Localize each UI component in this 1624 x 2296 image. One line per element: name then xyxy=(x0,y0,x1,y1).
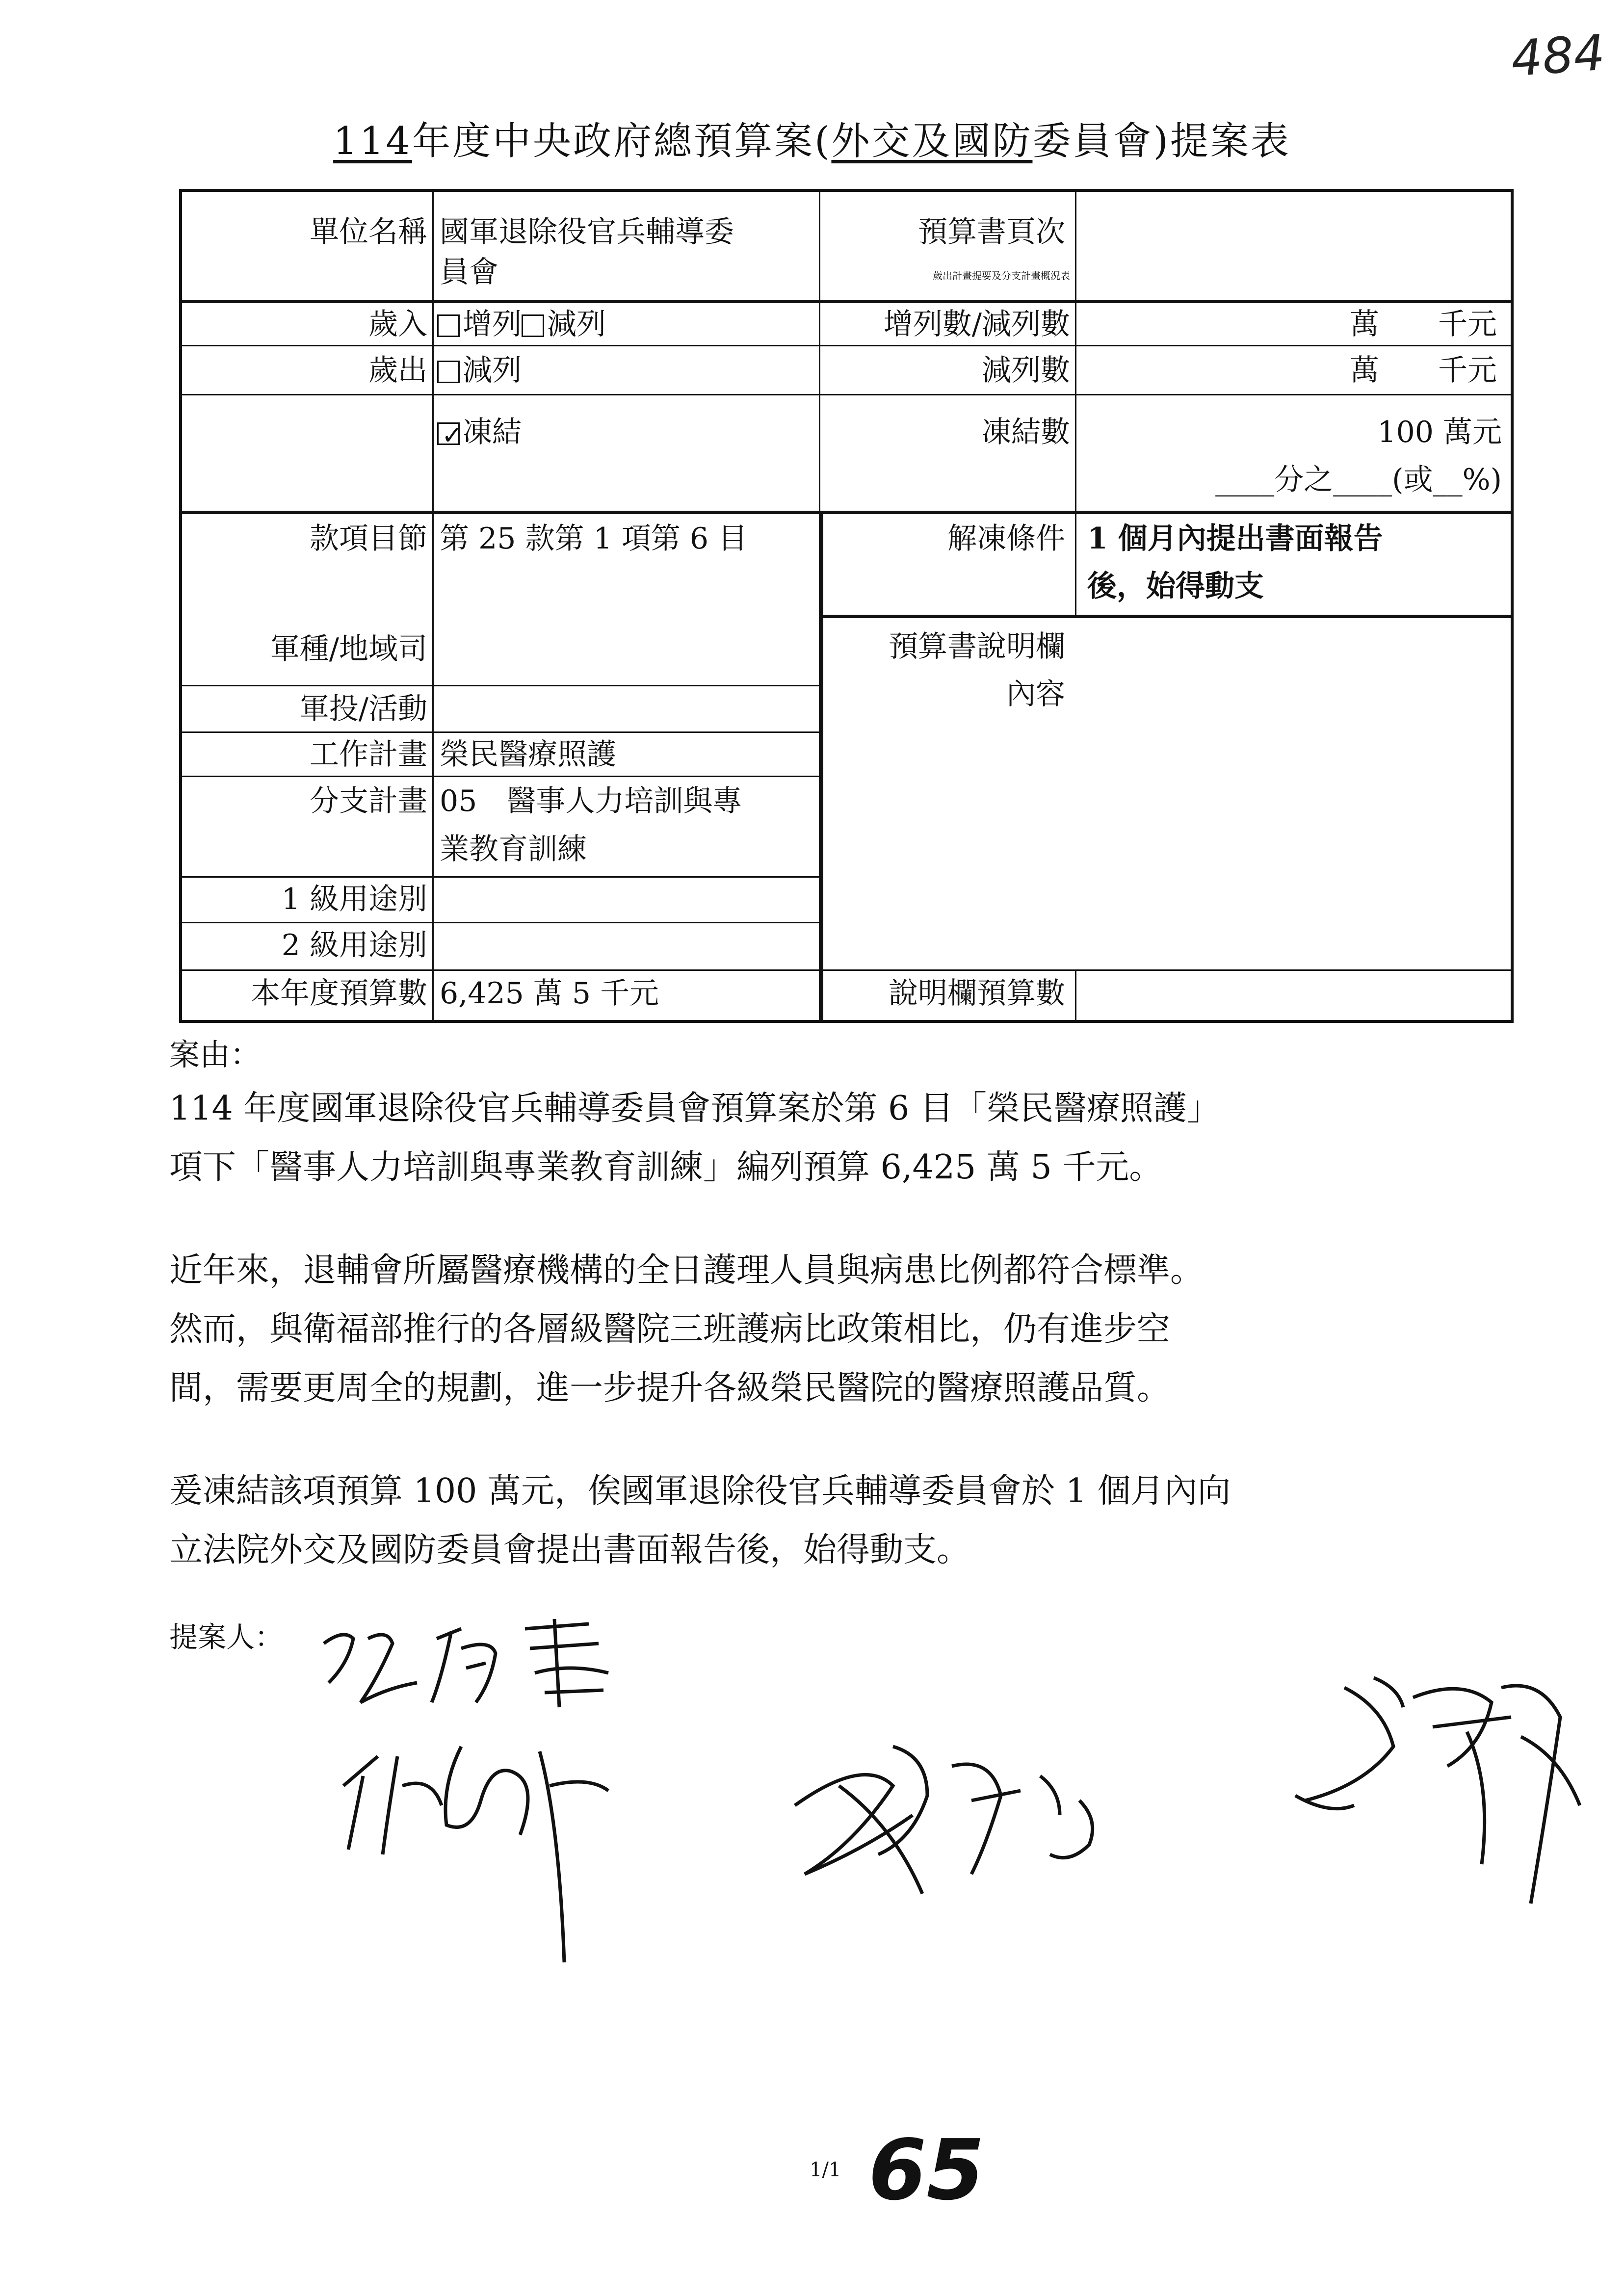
case-p2-line3: 間，需要更周全的規劃，進一步提升各級榮民醫院的醫療照護品質。 xyxy=(169,1369,1171,1408)
freeze-amount-label: 凍結數 xyxy=(982,415,1070,449)
form-title xyxy=(0,110,1624,165)
case-p2-line1: 近年來，退輔會所屬醫療機構的全日護理人員與病患比例都符合標準。 xyxy=(169,1251,1204,1290)
freeze-option-label: 凍結 xyxy=(463,415,522,449)
expense-decrease-label: 減列 xyxy=(463,353,522,388)
explanation-budget-label: 說明欄預算數 xyxy=(889,976,1065,1011)
unit-name-value-line1: 國軍退除役官兵輔導委 xyxy=(440,215,734,249)
signature-2 xyxy=(334,1727,667,1972)
item-label: 款項目節 xyxy=(310,522,427,556)
freeze-amount-value: 100 萬元 xyxy=(1377,415,1502,449)
increase-option-label: 增列 xyxy=(463,307,522,341)
case-p3-line2: 立法院外交及國防委員會提出書面報告後，始得動支。 xyxy=(169,1531,970,1569)
revenue-amount-label: 增列數/減列數 xyxy=(883,307,1070,341)
case-p1-line1: 114 年度國軍退除役官兵輔導委員會預算案於第 6 目「榮民醫療照護」 xyxy=(169,1089,1220,1128)
case-p2-line2: 然而，與衛福部推行的各層級醫院三班護病比政策相比，仍有進步空 xyxy=(169,1310,1171,1349)
revenue-amount-value: 萬 千元 xyxy=(1350,307,1497,341)
level2-usage-label: 2 級用途別 xyxy=(281,928,427,963)
unit-name-value-line2: 員會 xyxy=(440,255,498,289)
budget-page-label: 預算書頁次 xyxy=(918,215,1065,249)
freeze-fraction: ____分之____(或__%) xyxy=(1215,463,1502,497)
title-part1: 年度中央政府總預算案( xyxy=(412,119,832,163)
level1-usage-label: 1 級用途別 xyxy=(281,882,427,916)
expense-label: 歲出 xyxy=(368,353,427,388)
explanation-content-label-line1: 預算書說明欄 xyxy=(889,629,1065,664)
expense-decrease-amount-value: 萬 千元 xyxy=(1350,353,1497,388)
unfreeze-condition-label: 解凍條件 xyxy=(947,522,1065,556)
revenue-label: 歲入 xyxy=(368,307,427,341)
freeze-checkbox-checked xyxy=(437,422,460,445)
expense-decrease-checkbox xyxy=(437,361,460,383)
annual-budget-label: 本年度預算數 xyxy=(251,976,427,1011)
unfreeze-condition-line2: 後，始得動支 xyxy=(1087,569,1264,603)
item-value: 第 25 款第 1 項第 6 目 xyxy=(440,522,748,556)
page-fraction: 1/1 xyxy=(810,2159,841,2181)
proposal-form-table xyxy=(179,189,1514,1023)
branch-plan-value-line1: 05 醫事人力培訓與專 xyxy=(440,784,742,818)
handwritten-page-number: 65 xyxy=(868,2122,985,2219)
title-year: 114 xyxy=(333,119,412,163)
expense-decrease-option xyxy=(437,350,522,391)
service-label: 軍種/地域司 xyxy=(270,632,427,666)
title-committee: 外交及國防 xyxy=(831,119,1033,163)
project-label: 軍投/活動 xyxy=(299,692,427,726)
unit-name-label: 單位名稱 xyxy=(310,215,427,249)
proposer-label: 提案人： xyxy=(169,1620,284,1654)
signature-4 xyxy=(1285,1658,1590,1933)
revenue-options xyxy=(437,304,606,345)
case-heading: 案由： xyxy=(169,1037,261,1072)
increase-checkbox xyxy=(437,314,460,337)
case-p3-line1: 爰凍結該項預算 100 萬元，俟國軍退除役官兵輔導委員會於 1 個月內向 xyxy=(169,1472,1231,1511)
unfreeze-condition-line1: 1 個月內提出書面報告 xyxy=(1087,522,1383,556)
budget-page-sublabel: 歲出計畫提要及分支計畫概況表 xyxy=(933,270,1070,282)
freeze-option xyxy=(437,412,522,453)
annual-budget-value: 6,425 萬 5 千元 xyxy=(440,976,659,1011)
expense-decrease-amount-label: 減列數 xyxy=(982,353,1070,388)
branch-plan-label: 分支計畫 xyxy=(310,784,427,818)
handwritten-page-stamp: 484 xyxy=(1509,24,1607,88)
signature-3 xyxy=(765,1727,1207,1933)
work-plan-value: 榮民醫療照護 xyxy=(440,737,616,772)
explanation-content-label-line2: 內容 xyxy=(1006,677,1065,711)
decrease-option-label: 減列 xyxy=(547,307,606,341)
decrease-checkbox xyxy=(522,314,544,337)
case-p1-line2: 項下「醫事人力培訓與專業教育訓練」編列預算 6,425 萬 5 千元。 xyxy=(169,1148,1163,1187)
branch-plan-value-line2: 業教育訓練 xyxy=(440,832,587,866)
signature-1 xyxy=(314,1609,657,1722)
title-part2: 委員會)提案表 xyxy=(1032,119,1291,163)
work-plan-label: 工作計畫 xyxy=(310,737,427,772)
